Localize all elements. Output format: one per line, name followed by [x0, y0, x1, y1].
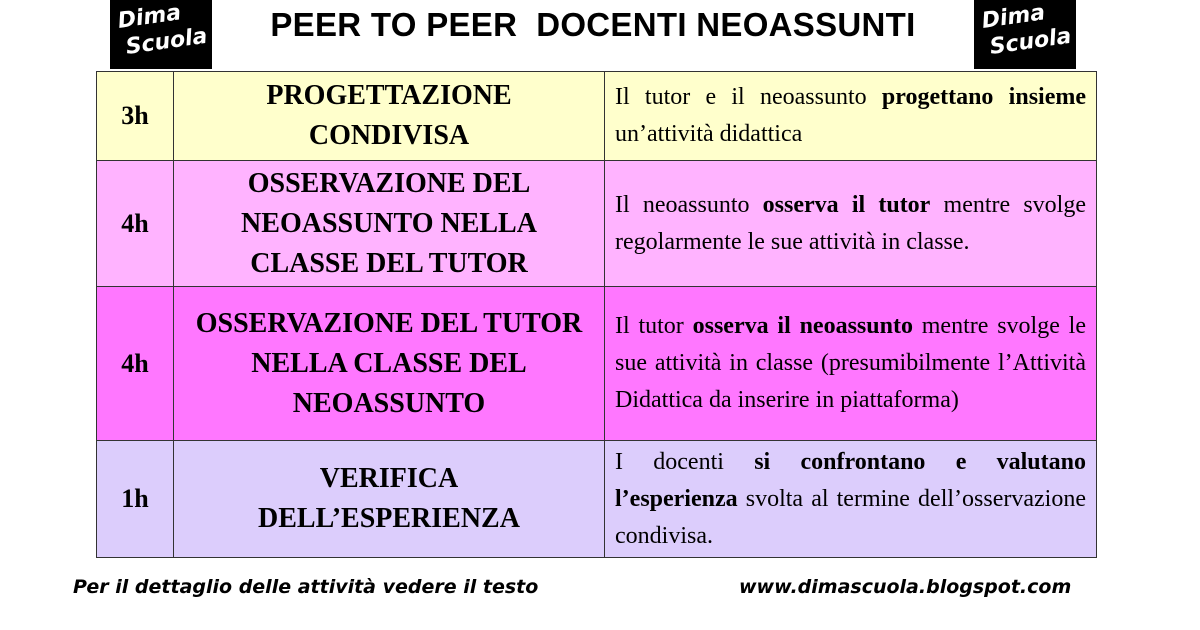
duration-cell: 3h [97, 72, 174, 161]
description-text: mentre svolge regolarmente le sue attività in classe. [615, 191, 1086, 255]
description-emphasis: si confrontano e valutano l’esperienza [615, 448, 1086, 512]
logo-line2: Scuola [124, 23, 209, 60]
dimascuola-logo-left [110, 0, 212, 69]
description-text: Il tutor [615, 313, 693, 339]
duration-cell: 1h [97, 441, 174, 558]
duration-cell: 4h [97, 161, 174, 287]
activity-cell: OSSERVAZIONE DEL TUTOR NELLA CLASSE DEL NEOASSUNTO [174, 287, 605, 441]
description-emphasis: osserva il tutor [762, 191, 931, 218]
activity-cell: VERIFICA DELL’ESPERIENZA [174, 441, 605, 558]
description-cell [605, 441, 1097, 558]
logo-line1: Dima [980, 0, 1047, 34]
logo-line2: Scuola [988, 23, 1073, 60]
footer-note: Per il dettaglio delle attività vedere il testo [73, 576, 539, 598]
table-row [97, 441, 1097, 558]
description-text: Il neoassunto [615, 191, 763, 218]
dimascuola-logo-right [974, 0, 1076, 69]
duration-cell: 4h [97, 287, 174, 441]
description-text: Il tutor e il neoassunto [615, 84, 882, 110]
description-text: svolta al termine dell’osservazione condivisa. [615, 485, 1086, 549]
page-title: PEER TO PEER DOCENTI NEOASSUNTI [270, 6, 916, 43]
description-cell [605, 287, 1097, 441]
table-row [97, 72, 1097, 161]
description-emphasis: progettano insieme [881, 84, 1086, 110]
description-emphasis: osserva il neoassunto [692, 313, 913, 339]
description-text: un’attività didattica [615, 121, 803, 147]
description-cell [605, 161, 1097, 287]
activities-table [96, 71, 1097, 558]
description-text: mentre svolge le sue attività in classe (presumibilmente l’Attività Didattica da inserire in piattaforma) [615, 313, 1086, 413]
description-cell [605, 72, 1097, 161]
activity-cell: OSSERVAZIONE DEL NEOASSUNTO NELLA CLASSE DEL TUTOR [174, 161, 605, 287]
table-row [97, 287, 1097, 441]
description-text: I docenti [615, 448, 755, 475]
activity-cell: PROGETTAZIONE CONDIVISA [174, 72, 605, 161]
footer-url: www.dimascuola.blogspot.com [739, 576, 1072, 598]
logo-line1: Dima [116, 0, 183, 34]
table-row [97, 161, 1097, 287]
